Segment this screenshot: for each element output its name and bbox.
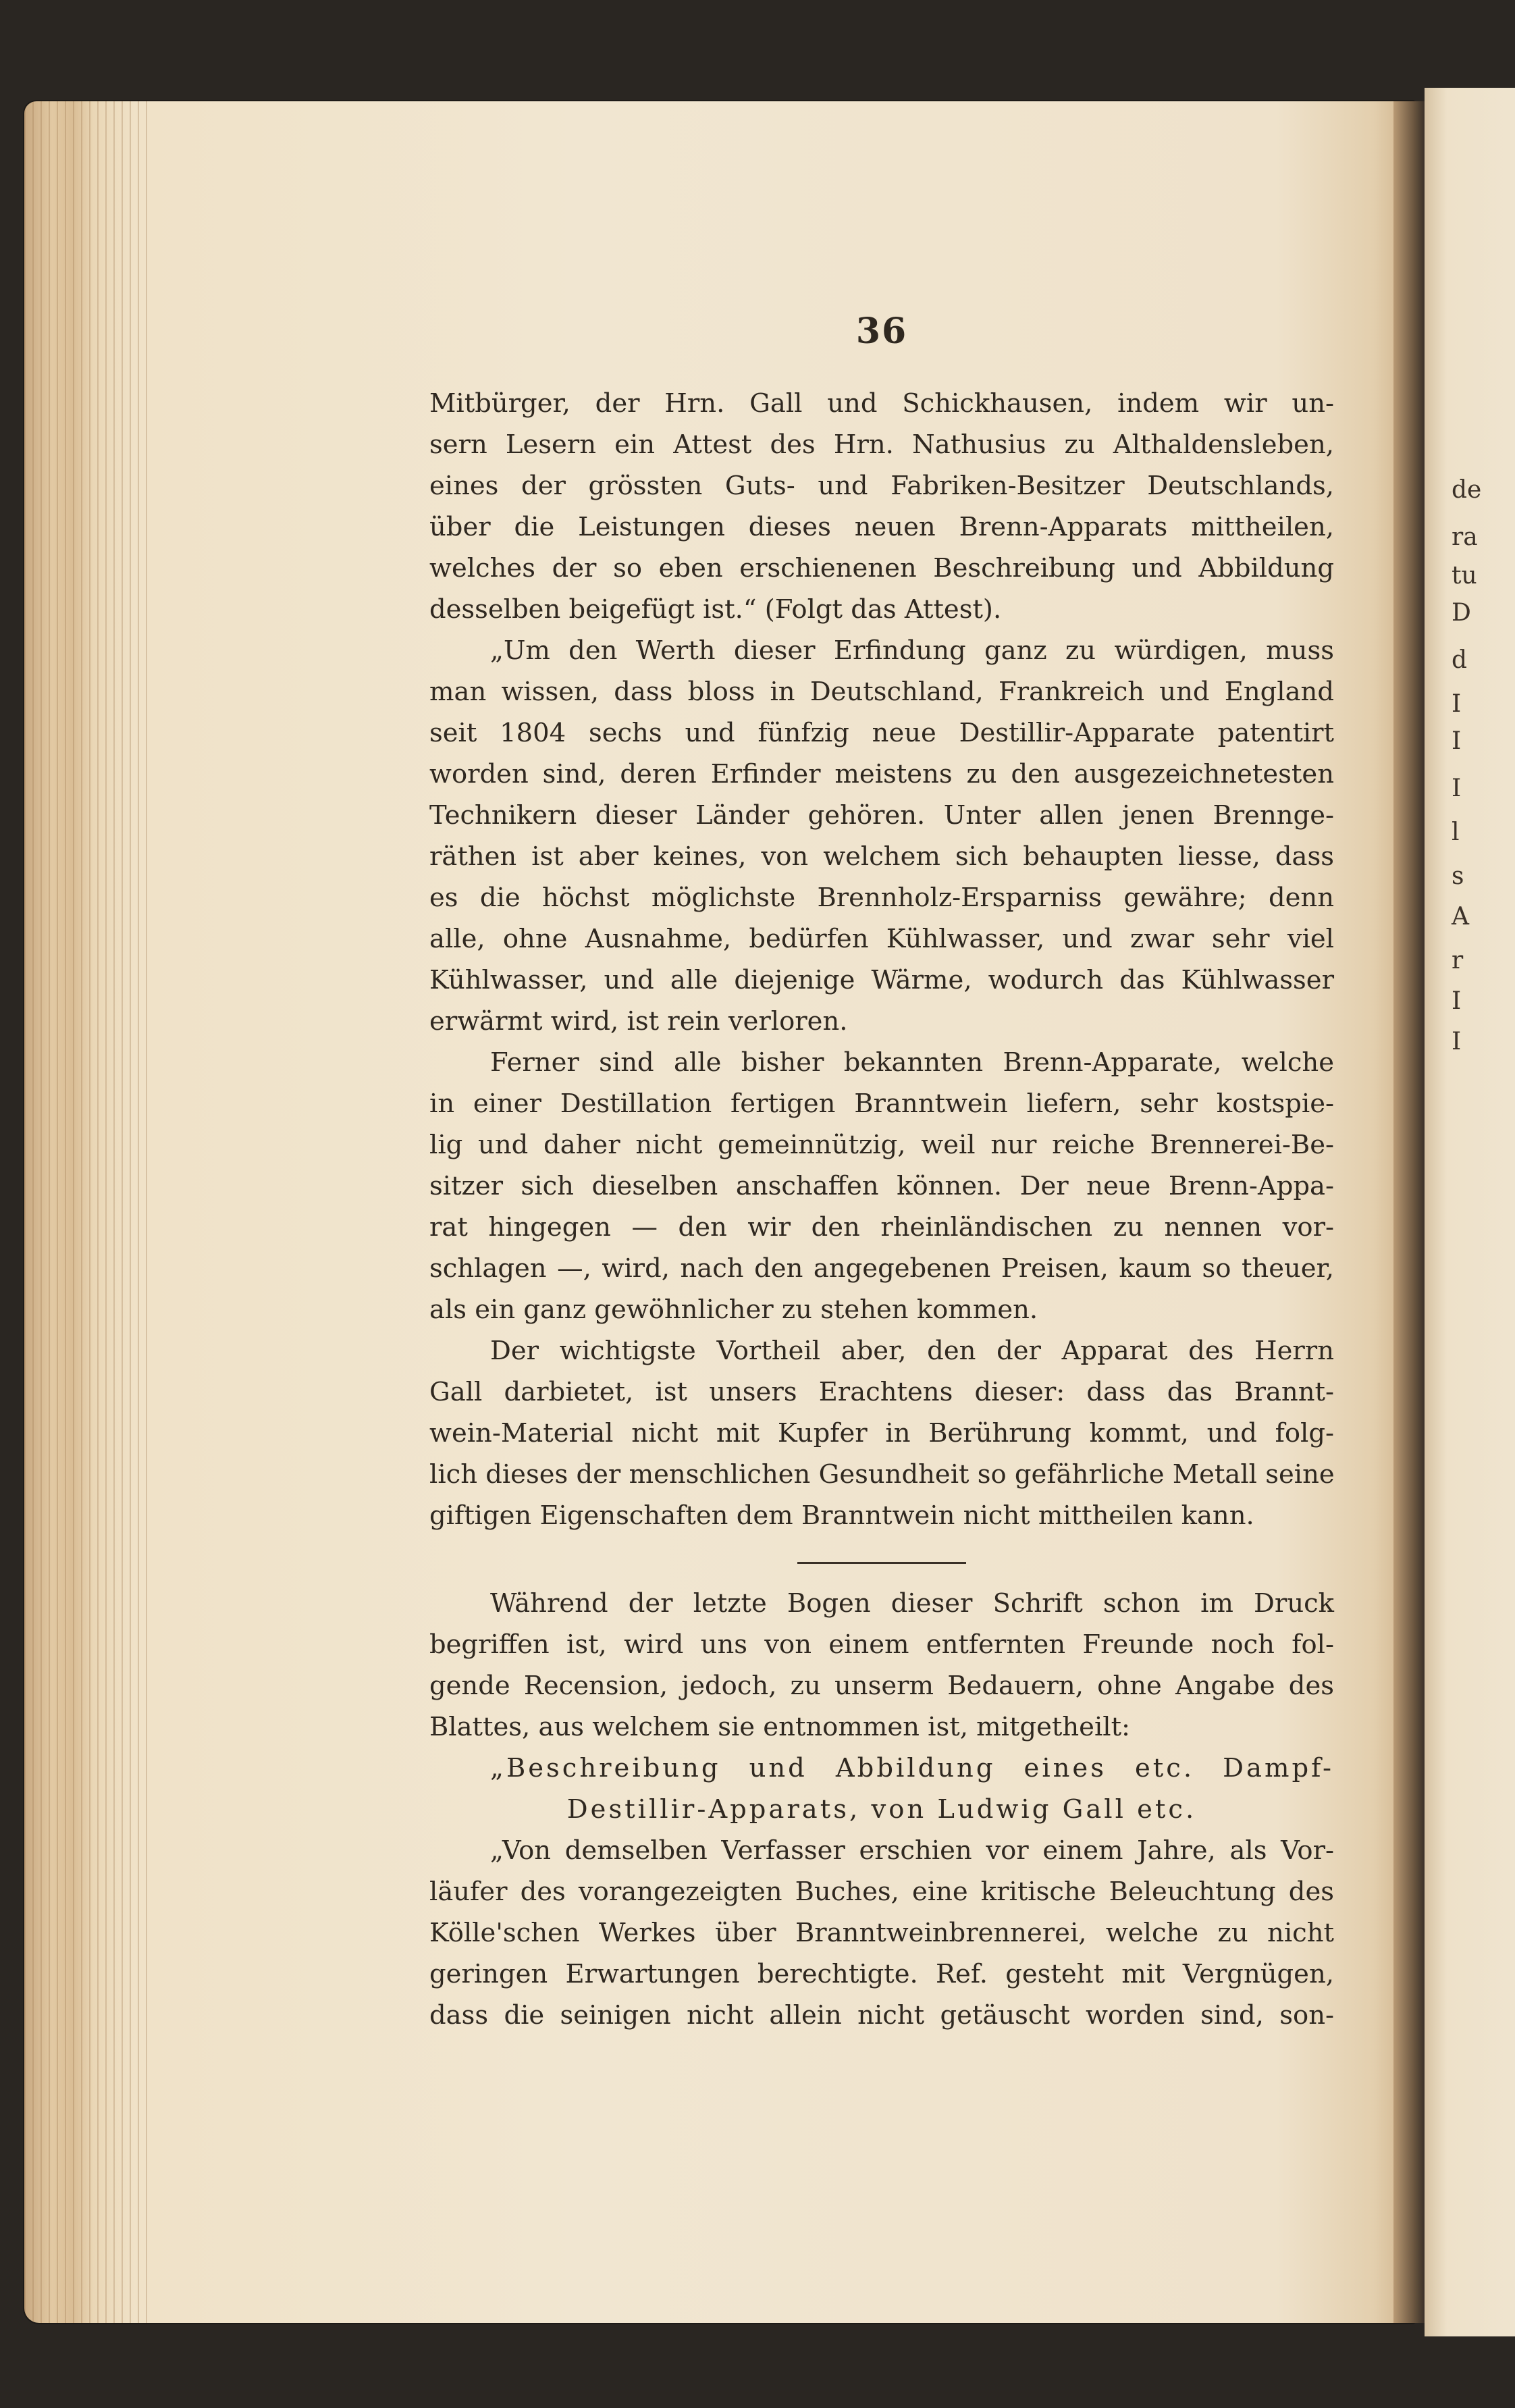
section-divider bbox=[797, 1562, 966, 1564]
text-line: schlagen —, wird, nach den angegebenen Preisen, kaum so theuer, bbox=[429, 1253, 1334, 1284]
text-line: Der wichtigste Vortheil aber, den der Apparat des Herrn bbox=[490, 1336, 1334, 1366]
text-line: dass die seinigen nicht allein nicht getäuscht worden sind, son- bbox=[429, 2000, 1334, 2031]
paragraph bbox=[429, 1042, 1334, 1330]
text-line: lig und daher nicht gemeinnützig, weil nur reiche Brennerei-Be- bbox=[429, 1130, 1334, 1160]
facing-page-fragment: d bbox=[1452, 646, 1468, 674]
text-line: welches der so eben erschienenen Beschreibung und Abbildung bbox=[429, 553, 1334, 583]
page-number: 36 bbox=[855, 311, 908, 352]
text-line: räthen ist aber keines, von welchem sich behaupten liesse, dass bbox=[429, 841, 1334, 872]
text-line: es die höchst möglichste Brennholz-Ersparniss gewähre; denn bbox=[429, 883, 1334, 913]
facing-page-fragment: l bbox=[1452, 818, 1460, 846]
text-line: „Beschreibung und Abbildung eines etc. Dampf- bbox=[490, 1753, 1334, 1783]
text-line: Kühlwasser, und alle diejenige Wärme, wodurch das Kühlwasser bbox=[429, 965, 1334, 995]
page-edges bbox=[24, 101, 153, 2323]
paragraph-title bbox=[429, 1748, 1334, 1830]
text-line: Mitbürger, der Hrn. Gall und Schickhausen, indem wir un- bbox=[429, 388, 1334, 419]
text-line: Kölle'schen Werkes über Branntweinbrennerei, welche zu nicht bbox=[429, 1918, 1334, 1948]
facing-page-fragment: de bbox=[1452, 476, 1482, 504]
text-line: Während der letzte Bogen dieser Schrift schon im Druck bbox=[490, 1588, 1334, 1619]
facing-page-fragment: I bbox=[1452, 987, 1462, 1015]
text-line: worden sind, deren Erfinder meistens zu den ausgezeichnetesten bbox=[429, 759, 1334, 789]
facing-page-fragment: r bbox=[1452, 947, 1464, 974]
text-line: wein-Material nicht mit Kupfer in Berührung kommt, und folg- bbox=[429, 1418, 1334, 1448]
text-line: man wissen, dass bloss in Deutschland, Frankreich und England bbox=[429, 677, 1334, 707]
facing-page-fragment: I bbox=[1452, 1028, 1462, 1055]
facing-page-fragment: I bbox=[1452, 727, 1462, 755]
text-line: Blattes, aus welchem sie entnommen ist, mitgetheilt: bbox=[429, 1712, 1131, 1742]
facing-page-edge bbox=[1425, 88, 1515, 2336]
text-line: „Von demselben Verfasser erschien vor einem Jahre, als Vor- bbox=[490, 1835, 1334, 1866]
text-line: geringen Erwartungen berechtigte. Ref. gesteht mit Vergnügen, bbox=[429, 1959, 1334, 1989]
paragraph bbox=[429, 1583, 1334, 1748]
text-line: Ferner sind alle bisher bekannten Brenn-Apparate, welche bbox=[490, 1047, 1334, 1078]
text-line: sitzer sich dieselben anschaffen können. Der neue Brenn-Appa- bbox=[429, 1171, 1334, 1201]
facing-page-fragment: I bbox=[1452, 775, 1462, 802]
text-line: in einer Destillation fertigen Branntwein liefern, sehr kostspie- bbox=[429, 1089, 1334, 1119]
text-line: sern Lesern ein Attest des Hrn. Nathusius zu Althaldensleben, bbox=[429, 429, 1334, 460]
text-line: läufer des vorangezeigten Buches, eine kritische Beleuchtung des bbox=[429, 1877, 1334, 1907]
text-line: über die Leistungen dieses neuen Brenn-Apparats mittheilen, bbox=[429, 512, 1334, 542]
text-line: lich dieses der menschlichen Gesundheit so gefährliche Metall seine bbox=[429, 1459, 1335, 1490]
text-line: Gall darbietet, ist unsers Erachtens dieser: dass das Brannt- bbox=[429, 1377, 1334, 1407]
book-gutter bbox=[1393, 101, 1427, 2323]
facing-page-fragment: s bbox=[1452, 862, 1464, 890]
facing-page-fragment: tu bbox=[1452, 562, 1477, 590]
paragraph bbox=[429, 1830, 1334, 2036]
text-line: desselben beigefügt ist.“ (Folgt das Attest). bbox=[429, 594, 1002, 625]
text-line: erwärmt wird, ist rein verloren. bbox=[429, 1006, 848, 1037]
facing-page-fragment: D bbox=[1452, 599, 1471, 627]
facing-page-fragment: A bbox=[1452, 903, 1469, 931]
facing-page-fragment: I bbox=[1452, 690, 1462, 718]
paragraph bbox=[429, 383, 1334, 630]
paragraph bbox=[429, 630, 1334, 1042]
text-line: begriffen ist, wird uns von einem entfernten Freunde noch fol- bbox=[429, 1629, 1334, 1660]
facing-page-fragment: ra bbox=[1452, 523, 1478, 551]
text-line: als ein ganz gewöhnlicher zu stehen kommen. bbox=[429, 1294, 1038, 1325]
text-line: eines der grössten Guts- und Fabriken-Besitzer Deutschlands, bbox=[429, 471, 1334, 501]
text-line: seit 1804 sechs und fünfzig neue Destillir-Apparate patentirt bbox=[429, 718, 1334, 748]
text-line: rat hingegen — den wir den rheinländischen zu nennen vor- bbox=[429, 1212, 1334, 1242]
text-line: alle, ohne Ausnahme, bedürfen Kühlwasser, und zwar sehr viel bbox=[429, 924, 1334, 954]
text-line: Technikern dieser Länder gehören. Unter allen jenen Brennge- bbox=[429, 800, 1334, 831]
body-text bbox=[429, 383, 1334, 2036]
paragraph bbox=[429, 1330, 1334, 1536]
text-line: gende Recension, jedoch, zu unserm Bedauern, ohne Angabe des bbox=[429, 1671, 1334, 1701]
text-line: Destillir-Apparats, von Ludwig Gall etc. bbox=[566, 1794, 1197, 1825]
text-line: „Um den Werth dieser Erfindung ganz zu würdigen, muss bbox=[490, 635, 1334, 666]
text-line: giftigen Eigenschaften dem Branntwein nicht mittheilen kann. bbox=[429, 1500, 1254, 1531]
